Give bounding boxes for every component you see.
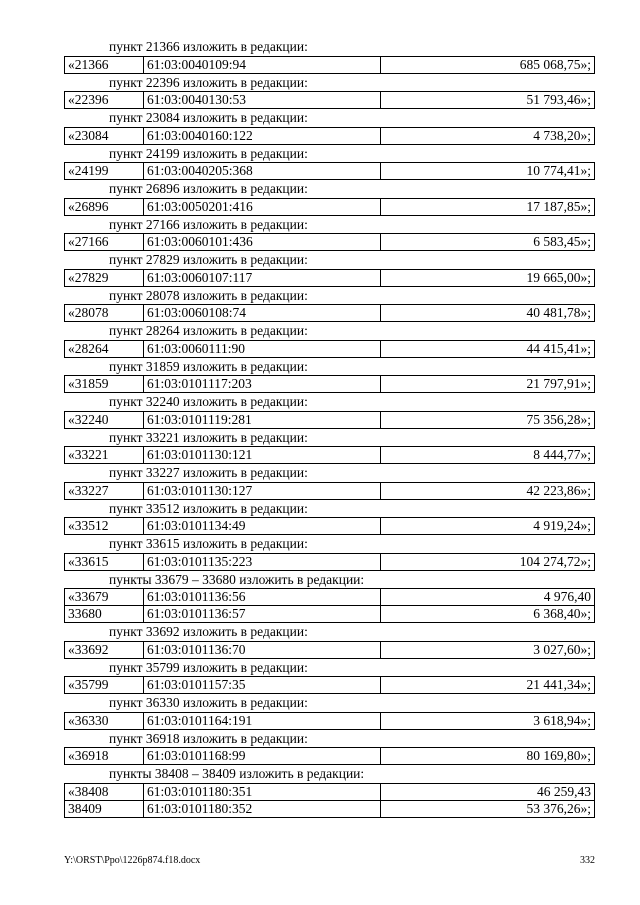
table-row: [65, 340, 595, 357]
value-cell: 4 738,20»;: [381, 127, 595, 144]
value-cell: 685 068,75»;: [381, 56, 595, 73]
table-row: [65, 606, 595, 623]
cadastral-number-cell: 61:03:0101136:56: [144, 589, 381, 606]
value-cell: 19 665,00»;: [381, 269, 595, 286]
cadastral-number-cell: 61:03:0040109:94: [144, 56, 381, 73]
value-cell: 42 223,86»;: [381, 482, 595, 499]
section-heading: пункт 22396 изложить в редакции:: [109, 74, 308, 90]
cadastral-number-cell: 61:03:0101130:121: [144, 447, 381, 464]
table-row: [65, 269, 595, 286]
record-table: [64, 411, 595, 429]
value-cell: 104 274,72»;: [381, 553, 595, 570]
item-number-cell: «23084: [65, 127, 144, 144]
record-table: [64, 127, 595, 145]
item-number-cell: «35799: [65, 677, 144, 694]
table-row: [65, 641, 595, 658]
item-number-cell: «21366: [65, 56, 144, 73]
value-cell: 3 027,60»;: [381, 641, 595, 658]
record-table: [64, 340, 595, 358]
cadastral-number-cell: 61:03:0101136:70: [144, 641, 381, 658]
cadastral-number-cell: 61:03:0101119:281: [144, 411, 381, 428]
record-table: [64, 198, 595, 216]
record-table: [64, 446, 595, 464]
cadastral-number-cell: 61:03:0101180:352: [144, 800, 381, 817]
value-cell: 4 919,24»;: [381, 518, 595, 535]
record-table: [64, 269, 595, 287]
item-number-cell: «32240: [65, 411, 144, 428]
section-heading: пункт 32240 изложить в редакции:: [109, 394, 308, 409]
table-row: [65, 411, 595, 428]
record-table: [64, 482, 595, 500]
record-table: [64, 304, 595, 322]
item-number-cell: «38408: [65, 783, 144, 800]
footer-file-path: Y:\ORST\Ppo\1226p874.f18.docx: [64, 855, 201, 866]
cadastral-number-cell: 61:03:0101134:49: [144, 518, 381, 535]
cadastral-number-cell: 61:03:0101164:191: [144, 712, 381, 729]
table-row: [65, 589, 595, 606]
record-table: [64, 553, 595, 571]
record-table: [64, 162, 595, 180]
value-cell: 4 976,40: [381, 589, 595, 606]
record-table: [64, 517, 595, 535]
cadastral-number-cell: 61:03:0060111:90: [144, 340, 381, 357]
item-number-cell: «36918: [65, 748, 144, 765]
cadastral-number-cell: 61:03:0101130:127: [144, 482, 381, 499]
value-cell: 51 793,46»;: [381, 92, 595, 109]
section-heading: пункты 38408 – 38409 изложить в редакции:: [109, 766, 365, 781]
table-row: [65, 376, 595, 393]
item-number-cell: «24199: [65, 163, 144, 180]
item-number-cell: «28078: [65, 305, 144, 322]
item-number-cell: 38409: [65, 800, 144, 817]
cadastral-number-cell: 61:03:0101157:35: [144, 677, 381, 694]
item-number-cell: «33512: [65, 518, 144, 535]
table-row: [65, 553, 595, 570]
cadastral-number-cell: 61:03:0040205:368: [144, 163, 381, 180]
value-cell: 40 481,78»;: [381, 305, 595, 322]
table-row: [65, 482, 595, 499]
item-number-cell: «27829: [65, 269, 144, 286]
section-heading: пункт 36918 изложить в редакции:: [109, 730, 308, 746]
section-heading: пункт 33227 изложить в редакции:: [109, 465, 308, 480]
value-cell: 6 583,45»;: [381, 234, 595, 251]
item-number-cell: «26896: [65, 198, 144, 215]
cadastral-number-cell: 61:03:0050201:416: [144, 198, 381, 215]
table-row: [65, 305, 595, 322]
section-heading: пункт 31859 изложить в редакции:: [109, 358, 308, 374]
item-number-cell: «33227: [65, 482, 144, 499]
document-body: [64, 38, 595, 818]
cadastral-number-cell: 61:03:0101136:57: [144, 606, 381, 623]
record-table: [64, 676, 595, 694]
page-number: 332: [580, 855, 595, 866]
section-heading: пункт 24199 изложить в редакции:: [109, 145, 308, 161]
item-number-cell: «33615: [65, 553, 144, 570]
section-heading: пункты 33679 – 33680 изложить в редакции:: [109, 571, 365, 587]
item-number-cell: «33679: [65, 589, 144, 606]
value-cell: 46 259,43: [381, 783, 595, 800]
value-cell: 80 169,80»;: [381, 748, 595, 765]
cadastral-number-cell: 61:03:0060107:117: [144, 269, 381, 286]
record-table: [64, 588, 595, 623]
item-number-cell: «22396: [65, 92, 144, 109]
table-row: [65, 198, 595, 215]
section-heading: пункт 35799 изложить в редакции:: [109, 659, 308, 675]
record-table: [64, 56, 595, 74]
section-heading: пункт 33692 изложить в редакции:: [109, 624, 308, 639]
value-cell: 17 187,85»;: [381, 198, 595, 215]
section-heading: пункт 23084 изложить в редакции:: [109, 110, 308, 125]
section-heading: пункт 26896 изложить в редакции:: [109, 181, 308, 196]
cadastral-number-cell: 61:03:0101180:351: [144, 783, 381, 800]
table-row: [65, 677, 595, 694]
section-heading: пункт 33221 изложить в редакции:: [109, 429, 308, 445]
value-cell: 6 368,40»;: [381, 606, 595, 623]
cadastral-number-cell: 61:03:0040160:122: [144, 127, 381, 144]
table-row: [65, 92, 595, 109]
cadastral-number-cell: 61:03:0060108:74: [144, 305, 381, 322]
table-row: [65, 234, 595, 251]
value-cell: 3 618,94»;: [381, 712, 595, 729]
value-cell: 8 444,77»;: [381, 447, 595, 464]
item-number-cell: «33221: [65, 447, 144, 464]
record-table: [64, 233, 595, 251]
section-heading: пункт 27166 изложить в редакции:: [109, 216, 308, 232]
table-row: [65, 56, 595, 73]
table-row: [65, 127, 595, 144]
value-cell: 21 441,34»;: [381, 677, 595, 694]
table-row: [65, 800, 595, 817]
table-row: [65, 783, 595, 800]
item-number-cell: «28264: [65, 340, 144, 357]
section-heading: пункт 28078 изложить в редакции:: [109, 287, 308, 303]
cadastral-number-cell: 61:03:0101168:99: [144, 748, 381, 765]
table-row: [65, 518, 595, 535]
item-number-cell: «36330: [65, 712, 144, 729]
record-table: [64, 641, 595, 659]
value-cell: 53 376,26»;: [381, 800, 595, 817]
value-cell: 75 356,28»;: [381, 411, 595, 428]
section-heading: пункт 36330 изложить в редакции:: [109, 695, 308, 710]
section-heading: пункт 33512 изложить в редакции:: [109, 500, 308, 516]
record-table: [64, 375, 595, 393]
value-cell: 44 415,41»;: [381, 340, 595, 357]
cadastral-number-cell: 61:03:0101117:203: [144, 376, 381, 393]
item-number-cell: 33680: [65, 606, 144, 623]
section-heading: пункт 33615 изложить в редакции:: [109, 536, 308, 551]
item-number-cell: «33692: [65, 641, 144, 658]
record-table: [64, 712, 595, 730]
item-number-cell: «31859: [65, 376, 144, 393]
record-table: [64, 747, 595, 765]
cadastral-number-cell: 61:03:0101135:223: [144, 553, 381, 570]
section-heading: пункт 21366 изложить в редакции:: [109, 39, 308, 54]
table-row: [65, 748, 595, 765]
cadastral-number-cell: 61:03:0060101:436: [144, 234, 381, 251]
table-row: [65, 163, 595, 180]
table-row: [65, 447, 595, 464]
section-heading: пункт 28264 изложить в редакции:: [109, 323, 308, 338]
record-table: [64, 91, 595, 109]
value-cell: 10 774,41»;: [381, 163, 595, 180]
cadastral-number-cell: 61:03:0040130:53: [144, 92, 381, 109]
value-cell: 21 797,91»;: [381, 376, 595, 393]
record-table: [64, 783, 595, 818]
item-number-cell: «27166: [65, 234, 144, 251]
table-row: [65, 712, 595, 729]
section-heading: пункт 27829 изложить в редакции:: [109, 252, 308, 267]
